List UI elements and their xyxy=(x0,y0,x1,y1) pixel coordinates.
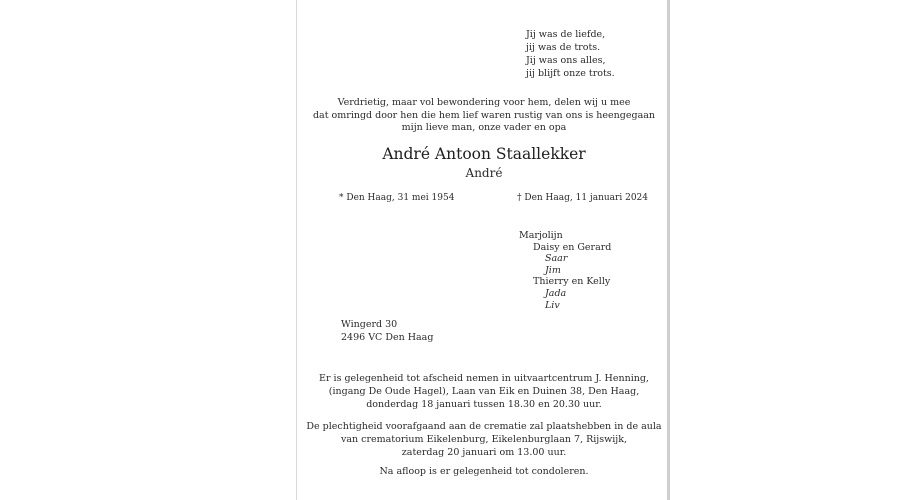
address-street: Wingerd 30 xyxy=(341,319,398,330)
address-city: 2496 VC Den Haag xyxy=(341,332,434,343)
family-member: Marjolijn xyxy=(519,230,563,241)
ceremony-info xyxy=(297,420,671,459)
intro-line: dat omringd door hen die hem lief waren rustig van ons is heengegaan xyxy=(312,109,656,121)
announcement-intro xyxy=(297,97,671,135)
ceremony-line: De plechtigheid voorafgaand aan de crematie zal plaatshebben in de aula xyxy=(306,421,662,432)
grandchild: Jim xyxy=(545,264,561,276)
poem-line: Jij was de liefde, xyxy=(526,29,606,40)
poem-line: Jij was ons alles, xyxy=(526,55,606,66)
grandchild: Liv xyxy=(545,299,560,311)
closing-line: Na afloop is er gelegenheid tot condoleren. xyxy=(379,466,589,477)
family-member: Thierry en Kelly xyxy=(533,276,611,288)
ceremony-line: zaterdag 20 januari om 13.00 uur. xyxy=(401,447,567,458)
farewell-line: (ingang De Oude Hagel), Laan van Eik en Duinen 38, Den Haag, xyxy=(328,386,640,397)
poem-line: jij was de trots. xyxy=(526,42,601,53)
grandchild: Saar xyxy=(545,253,568,265)
death-date: † Den Haag, 11 januari 2024 xyxy=(517,193,648,203)
intro-line: mijn lieve man, onze vader en opa xyxy=(401,122,567,133)
page-background-left xyxy=(0,0,296,500)
poem-line: jij blijft onze trots. xyxy=(526,68,615,79)
grandchild: Jada xyxy=(545,287,567,299)
intro-line: Verdrietig, maar vol bewondering voor hem, delen wij u mee xyxy=(337,97,631,108)
poem xyxy=(526,28,615,80)
condolence-note xyxy=(297,465,671,478)
correspondence-address xyxy=(341,318,433,344)
funeral-announcement-card xyxy=(296,0,670,500)
family-list xyxy=(519,230,611,311)
farewell-line: Er is gelegenheid tot afscheid nemen in uitvaartcentrum J. Henning, xyxy=(319,373,649,384)
deceased-full-name: André Antoon Staallekker xyxy=(382,145,586,163)
ceremony-line: van crematorium Eikelenburg, Eikelenburglaan 7, Rijswijk, xyxy=(340,434,628,445)
birth-date: * Den Haag, 31 mei 1954 xyxy=(339,193,455,203)
family-member: Daisy en Gerard xyxy=(533,241,612,253)
farewell-line: donderdag 18 januari tussen 18.30 en 20.30 uur. xyxy=(366,399,602,410)
deceased-called-name: André xyxy=(465,166,503,180)
farewell-info xyxy=(297,372,671,411)
page-background-right xyxy=(672,0,900,500)
